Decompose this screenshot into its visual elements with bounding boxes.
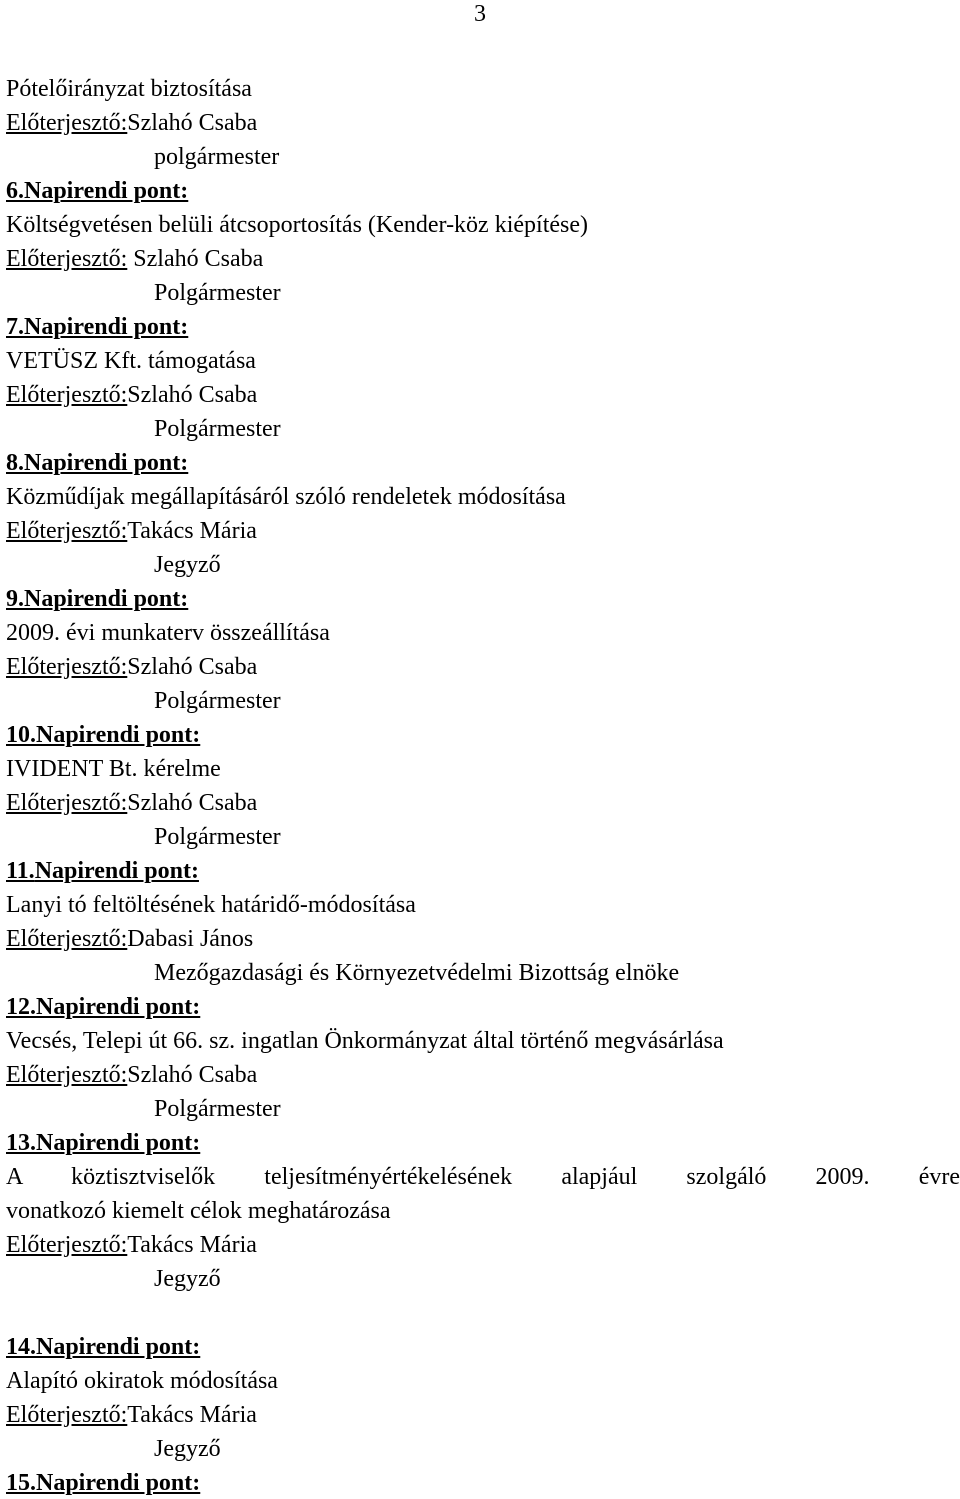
presenter-name: Takács Mária <box>127 1402 257 1428</box>
heading-text: Napirendi pont: <box>36 1470 201 1496</box>
presenter-label: Előterjesztő: <box>6 1062 128 1088</box>
heading-text: Napirendi pont: <box>36 722 201 748</box>
presenter-role: Polgármester <box>154 416 281 442</box>
agenda-heading-9 <box>6 584 188 614</box>
heading-number: 12. <box>6 994 36 1020</box>
presenter-name: Szlahó Csaba <box>127 246 264 272</box>
agenda-heading-14 <box>6 1332 200 1362</box>
presenter-label: Előterjesztő: <box>6 926 128 952</box>
presenter-label: Előterjesztő: <box>6 518 128 544</box>
presenter-line <box>6 652 257 682</box>
agenda-heading-15 <box>6 1468 200 1498</box>
presenter-line <box>6 788 257 818</box>
presenter-role: Jegyző <box>154 552 221 578</box>
presenter-role: Polgármester <box>154 280 281 306</box>
presenter-name: Szlahó Csaba <box>127 790 258 816</box>
item-title: Alapító okiratok módosítása <box>6 1368 278 1394</box>
heading-text: Napirendi pont: <box>36 1334 201 1360</box>
presenter-role: polgármester <box>154 144 280 170</box>
presenter-label: Előterjesztő: <box>6 382 128 408</box>
presenter-label: Előterjesztő: <box>6 654 128 680</box>
presenter-name: Takács Mária <box>127 1232 257 1258</box>
heading-number: 13. <box>6 1130 36 1156</box>
heading-number: 14. <box>6 1334 36 1360</box>
presenter-label: Előterjesztő: <box>6 246 128 272</box>
agenda-heading-6 <box>6 176 188 206</box>
heading-text: Napirendi pont: <box>24 450 189 476</box>
agenda-heading-11 <box>6 856 199 886</box>
heading-number: 6. <box>6 178 24 204</box>
presenter-label: Előterjesztő: <box>6 110 128 136</box>
heading-text: Napirendi pont: <box>24 178 189 204</box>
item-title: Vecsés, Telepi út 66. sz. ingatlan Önkormányzat által történő megvásárlása <box>6 1028 724 1054</box>
presenter-name: Szlahó Csaba <box>127 110 258 136</box>
presenter-line <box>6 380 257 410</box>
heading-text: Napirendi pont: <box>34 858 199 884</box>
presenter-role: Polgármester <box>154 688 281 714</box>
agenda-heading-10 <box>6 720 200 750</box>
item-title: Költségvetésen belüli átcsoportosítás (Kender-köz kiépítése) <box>6 212 588 238</box>
item-title: IVIDENT Bt. kérelme <box>6 756 221 782</box>
agenda-heading-12 <box>6 992 200 1022</box>
heading-text: Napirendi pont: <box>36 994 201 1020</box>
presenter-role: Jegyző <box>154 1436 221 1462</box>
item-title: Lanyi tó feltöltésének határidő-módosítása <box>6 892 416 918</box>
presenter-line <box>6 924 253 954</box>
item-title: Közműdíjak megállapításáról szóló rendeletek módosítása <box>6 484 566 510</box>
presenter-name: Szlahó Csaba <box>127 654 258 680</box>
presenter-label: Előterjesztő: <box>6 790 128 816</box>
heading-text: Napirendi pont: <box>24 314 189 340</box>
heading-number: 11. <box>6 858 35 884</box>
presenter-name: Szlahó Csaba <box>127 1062 258 1088</box>
presenter-role: Polgármester <box>154 1096 281 1122</box>
item-title-line-2: vonatkozó kiemelt célok meghatározása <box>6 1198 391 1224</box>
heading-text: Napirendi pont: <box>36 1130 201 1156</box>
heading-number: 9. <box>6 586 24 612</box>
item-title: Pótelőirányzat biztosítása <box>6 76 252 102</box>
presenter-role: Mezőgazdasági és Környezetvédelmi Bizottság elnöke <box>154 960 680 986</box>
agenda-heading-8 <box>6 448 188 478</box>
page-number: 3 <box>474 1 486 27</box>
presenter-line <box>6 1400 257 1430</box>
presenter-label: Előterjesztő: <box>6 1402 128 1428</box>
presenter-label: Előterjesztő: <box>6 1232 128 1258</box>
presenter-line <box>6 108 257 138</box>
item-title: VETÜSZ Kft. támogatása <box>6 348 256 374</box>
heading-number: 10. <box>6 722 36 748</box>
presenter-line <box>6 516 257 546</box>
presenter-name: Dabasi János <box>127 926 254 952</box>
heading-text: Napirendi pont: <box>24 586 189 612</box>
heading-number: 15. <box>6 1470 36 1496</box>
presenter-role: Polgármester <box>154 824 281 850</box>
presenter-line <box>6 244 263 274</box>
presenter-role: Jegyző <box>154 1266 221 1292</box>
item-title-line-1: A köztisztviselők teljesítményértékelésének alapjául szolgáló 2009. évre <box>6 1164 960 1190</box>
heading-number: 8. <box>6 450 24 476</box>
presenter-line <box>6 1230 257 1260</box>
agenda-heading-7 <box>6 312 188 342</box>
presenter-name: Szlahó Csaba <box>127 382 258 408</box>
item-title: 2009. évi munkaterv összeállítása <box>6 620 330 646</box>
presenter-name: Takács Mária <box>127 518 257 544</box>
presenter-line <box>6 1060 257 1090</box>
agenda-heading-13 <box>6 1128 200 1158</box>
heading-number: 7. <box>6 314 24 340</box>
